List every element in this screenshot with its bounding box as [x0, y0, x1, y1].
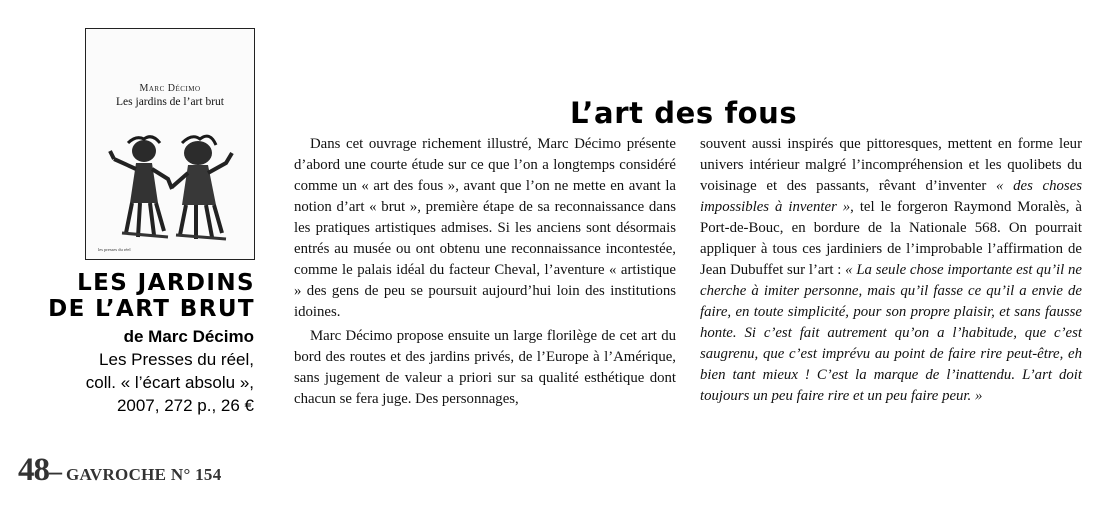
article-column-1 [294, 134, 676, 410]
cover-publisher: les presses du réel [98, 247, 131, 252]
footer-separator: – [49, 457, 62, 486]
page-footer [18, 452, 222, 489]
dubuffet-quote: « La seule chose importante est qu’il ne cherche à imiter personne, mais qu’il fasse ce qu’il a envie de faire, en toute simplicité, pour son propre plaisir, et sans fausse honte. Si c’est fait autrement qu’on a l’habitude, que c’est saugrenu, que c’est imprévu au point de faire rire peut-être, eh bien tant mieux ! C’est la marque de l’inattendu. L’art doit toujours un peu faire rire et un peu faire peur. » [700, 262, 1082, 404]
book-author: de Marc Décimo [123, 327, 254, 346]
book-title-line2: DE L’ART BRUT [48, 296, 255, 322]
book-details [86, 325, 254, 417]
book-publisher: Les Presses du réel, [99, 350, 254, 369]
magazine-issue: GAVROCHE N° 154 [66, 465, 222, 484]
paragraph [700, 134, 1082, 407]
article-headline: L’art des fous [570, 96, 798, 130]
book-collection: coll. « l’écart absolu », [85, 373, 254, 392]
book-pages-price: 2007, 272 p., 26 € [116, 396, 254, 415]
paragraph: Marc Décimo propose ensuite un large florilège de cet art du bord des routes et des jardins privés, de l’Europe à l’Amérique, sans jugement de valeur a priori sur sa qualité esthétique dont chacun se fera juge. Des personnages, [294, 328, 676, 407]
book-title-line1: LES JARDINS [77, 270, 255, 296]
sculpture-illustration [106, 133, 236, 245]
paragraph: Dans cet ouvrage richement illustré, Marc Décimo présente d’abord une courte étude sur ce que l’on a longtemps considéré comme un « art des fous », avant que l’on ne mette en avant la notion d’art « brut », première étape de sa reconnaissance dans les pratiques artistiques admises. Si les anciens sont désormais entrés au musée ou ont obtenu une reconnaissance incontestée, comme le palais idéal du facteur Cheval, l’aventure « artistique » des gens de peu se poursuit aujourd’hui loin des institutions idoines. [294, 136, 676, 320]
text: , tel le forgeron Raymond Moralès, à Port-de-Bouc, en bordure de la Nationale 568. On pourrait appliquer à tous ces jardiniers de l’improbable l’affirmation de Jean Dubuffet sur l’art : [700, 199, 1082, 278]
text: souvent aussi inspirés que pittoresques, mettent en forme leur univers intérieur malgré l’incompréhension et les quolibets du voisinage et des passants, rêvant d’inventer [700, 136, 1082, 194]
article-column-2 [700, 134, 1082, 407]
quote: « des choses impossibles à inventer » [700, 178, 1082, 215]
page-number: 48 [18, 452, 49, 488]
book-title [48, 270, 255, 322]
cover-title: Les jardins de l’art brut [116, 96, 224, 108]
cover-author: Marc Décimo [139, 83, 201, 94]
book-cover-image [85, 28, 255, 260]
